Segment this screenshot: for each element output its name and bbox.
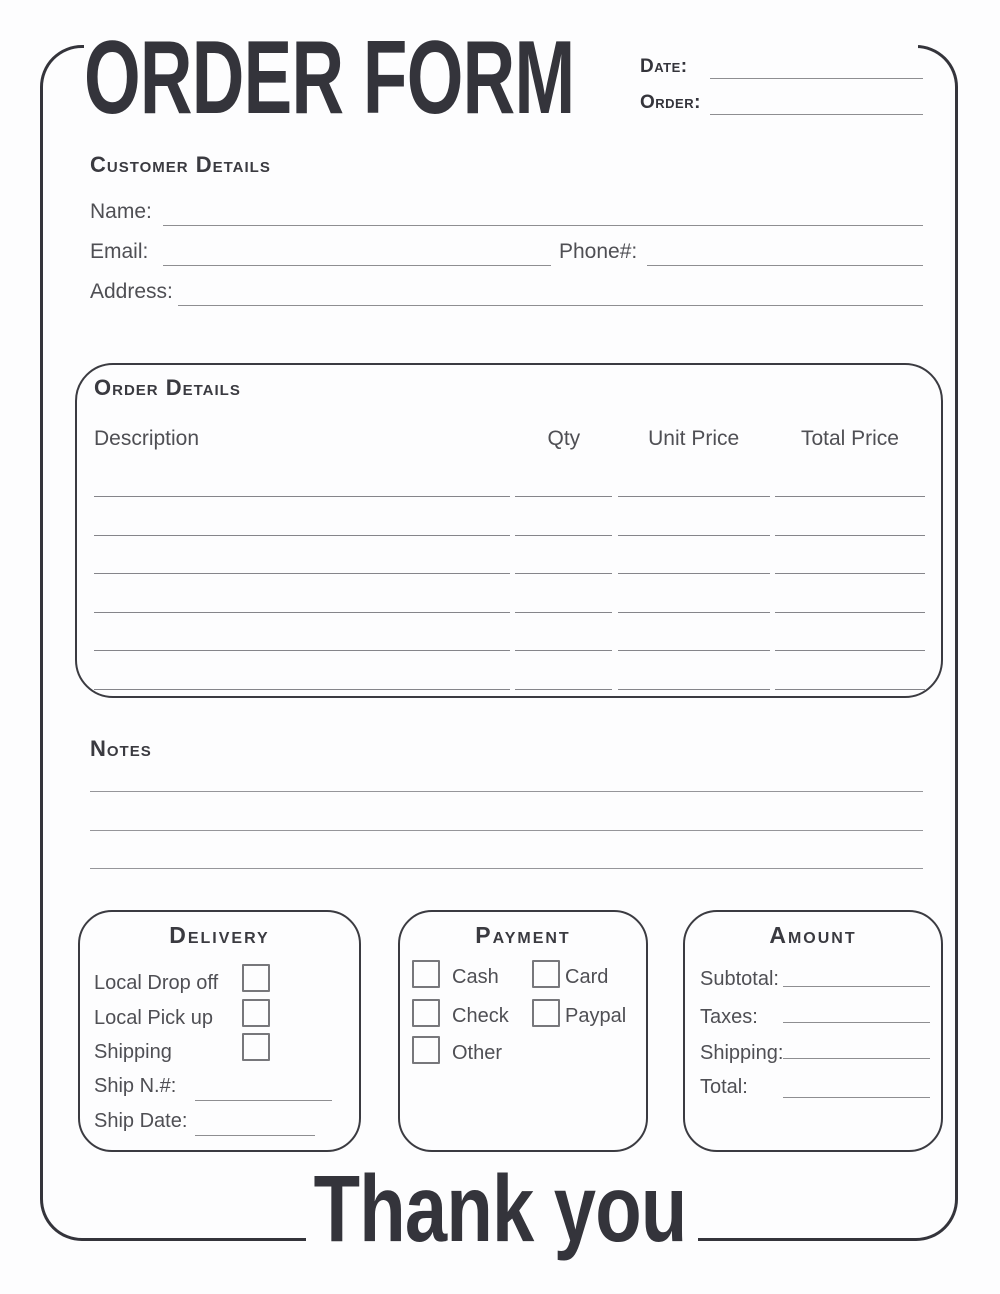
column-header-unit-price: Unit Price xyxy=(648,427,740,450)
column-header-description: Description xyxy=(94,427,200,450)
total-price-input-line[interactable] xyxy=(775,650,925,651)
shipping-cost-label: Shipping: xyxy=(700,1042,784,1064)
total-price-input-line[interactable] xyxy=(775,573,925,574)
phone-label: Phone#: xyxy=(559,240,638,263)
other-label: Other xyxy=(452,1042,503,1064)
qty-input-line[interactable] xyxy=(515,535,612,536)
ship-date-label: Ship Date: xyxy=(94,1110,188,1132)
subtotal-label: Subtotal: xyxy=(700,968,779,990)
amount-heading: Amount xyxy=(769,922,857,948)
customer-details-heading: Customer Details xyxy=(90,152,271,177)
unit-price-input-line[interactable] xyxy=(618,689,770,690)
order-details-box xyxy=(75,363,943,698)
qty-input-line[interactable] xyxy=(515,573,612,574)
page-title-text: ORDER FORM xyxy=(84,20,575,136)
card-checkbox[interactable] xyxy=(532,960,560,988)
unit-price-input-line[interactable] xyxy=(618,496,770,497)
local-pick-up-checkbox[interactable] xyxy=(242,999,270,1027)
notes-heading: Notes xyxy=(90,736,152,761)
check-label: Check xyxy=(452,1005,509,1027)
email-label: Email: xyxy=(90,240,149,263)
local-pick-up-label: Local Pick up xyxy=(94,1007,213,1029)
description-input-line[interactable] xyxy=(94,573,510,574)
total-label: Total: xyxy=(700,1076,748,1098)
phone-input-line[interactable] xyxy=(647,265,923,266)
address-input-line[interactable] xyxy=(178,305,923,306)
unit-price-input-line[interactable] xyxy=(618,612,770,613)
order-table-header xyxy=(94,427,925,451)
shipping-option-label: Shipping xyxy=(94,1041,172,1063)
name-field-row xyxy=(90,200,923,228)
order-details-heading: Order Details xyxy=(94,375,241,400)
cash-checkbox[interactable] xyxy=(412,960,440,988)
paypal-checkbox[interactable] xyxy=(532,999,560,1027)
ship-date-input-line[interactable] xyxy=(195,1135,315,1136)
subtotal-input-line[interactable] xyxy=(783,986,930,987)
description-input-line[interactable] xyxy=(94,650,510,651)
total-price-input-line[interactable] xyxy=(775,689,925,690)
date-input-line[interactable] xyxy=(710,78,923,79)
total-price-input-line[interactable] xyxy=(775,496,925,497)
card-label: Card xyxy=(565,966,609,988)
local-drop-off-checkbox[interactable] xyxy=(242,964,270,992)
notes-input-line[interactable] xyxy=(90,868,923,869)
column-header-qty: Qty xyxy=(547,427,581,450)
description-input-line[interactable] xyxy=(94,496,510,497)
shipping-option-checkbox[interactable] xyxy=(242,1033,270,1061)
unit-price-input-line[interactable] xyxy=(618,535,770,536)
description-input-line[interactable] xyxy=(94,689,510,690)
order-number-label: Order: xyxy=(640,92,701,113)
delivery-box xyxy=(78,910,361,1152)
total-input-line[interactable] xyxy=(783,1097,930,1098)
address-field-row xyxy=(90,280,923,308)
column-header-total-price: Total Price xyxy=(800,427,899,450)
amount-box xyxy=(683,910,943,1152)
qty-input-line[interactable] xyxy=(515,496,612,497)
description-input-line[interactable] xyxy=(94,612,510,613)
unit-price-input-line[interactable] xyxy=(618,650,770,651)
notes-input-line[interactable] xyxy=(90,830,923,831)
total-price-input-line[interactable] xyxy=(775,535,925,536)
ship-number-label: Ship N.#: xyxy=(94,1075,177,1097)
qty-input-line[interactable] xyxy=(515,650,612,651)
shipping-cost-input-line[interactable] xyxy=(783,1058,930,1059)
address-label: Address: xyxy=(90,280,173,303)
cash-label: Cash xyxy=(452,966,499,988)
check-checkbox[interactable] xyxy=(412,999,440,1027)
paypal-label: Paypal xyxy=(565,1005,627,1027)
ship-number-input-line[interactable] xyxy=(195,1100,332,1101)
name-input-line[interactable] xyxy=(163,225,923,226)
thank-you-text: Thank you xyxy=(313,1156,687,1262)
order-number-field-row xyxy=(640,92,925,118)
payment-box xyxy=(398,910,648,1152)
description-input-line[interactable] xyxy=(94,535,510,536)
name-label: Name: xyxy=(90,200,152,223)
email-input-line[interactable] xyxy=(163,265,551,266)
date-field-row xyxy=(640,56,925,82)
local-drop-off-label: Local Drop off xyxy=(94,972,219,994)
date-label: Date: xyxy=(640,56,688,77)
thank-you-banner xyxy=(0,1156,1000,1262)
qty-input-line[interactable] xyxy=(515,612,612,613)
taxes-input-line[interactable] xyxy=(783,1022,930,1023)
notes-input-line[interactable] xyxy=(90,791,923,792)
delivery-heading: Delivery xyxy=(169,922,270,948)
qty-input-line[interactable] xyxy=(515,689,612,690)
taxes-label: Taxes: xyxy=(700,1006,758,1028)
payment-heading: Payment xyxy=(475,922,571,948)
email-phone-field-row xyxy=(90,240,923,268)
other-checkbox[interactable] xyxy=(412,1036,440,1064)
order-number-input-line[interactable] xyxy=(710,114,923,115)
total-price-input-line[interactable] xyxy=(775,612,925,613)
unit-price-input-line[interactable] xyxy=(618,573,770,574)
